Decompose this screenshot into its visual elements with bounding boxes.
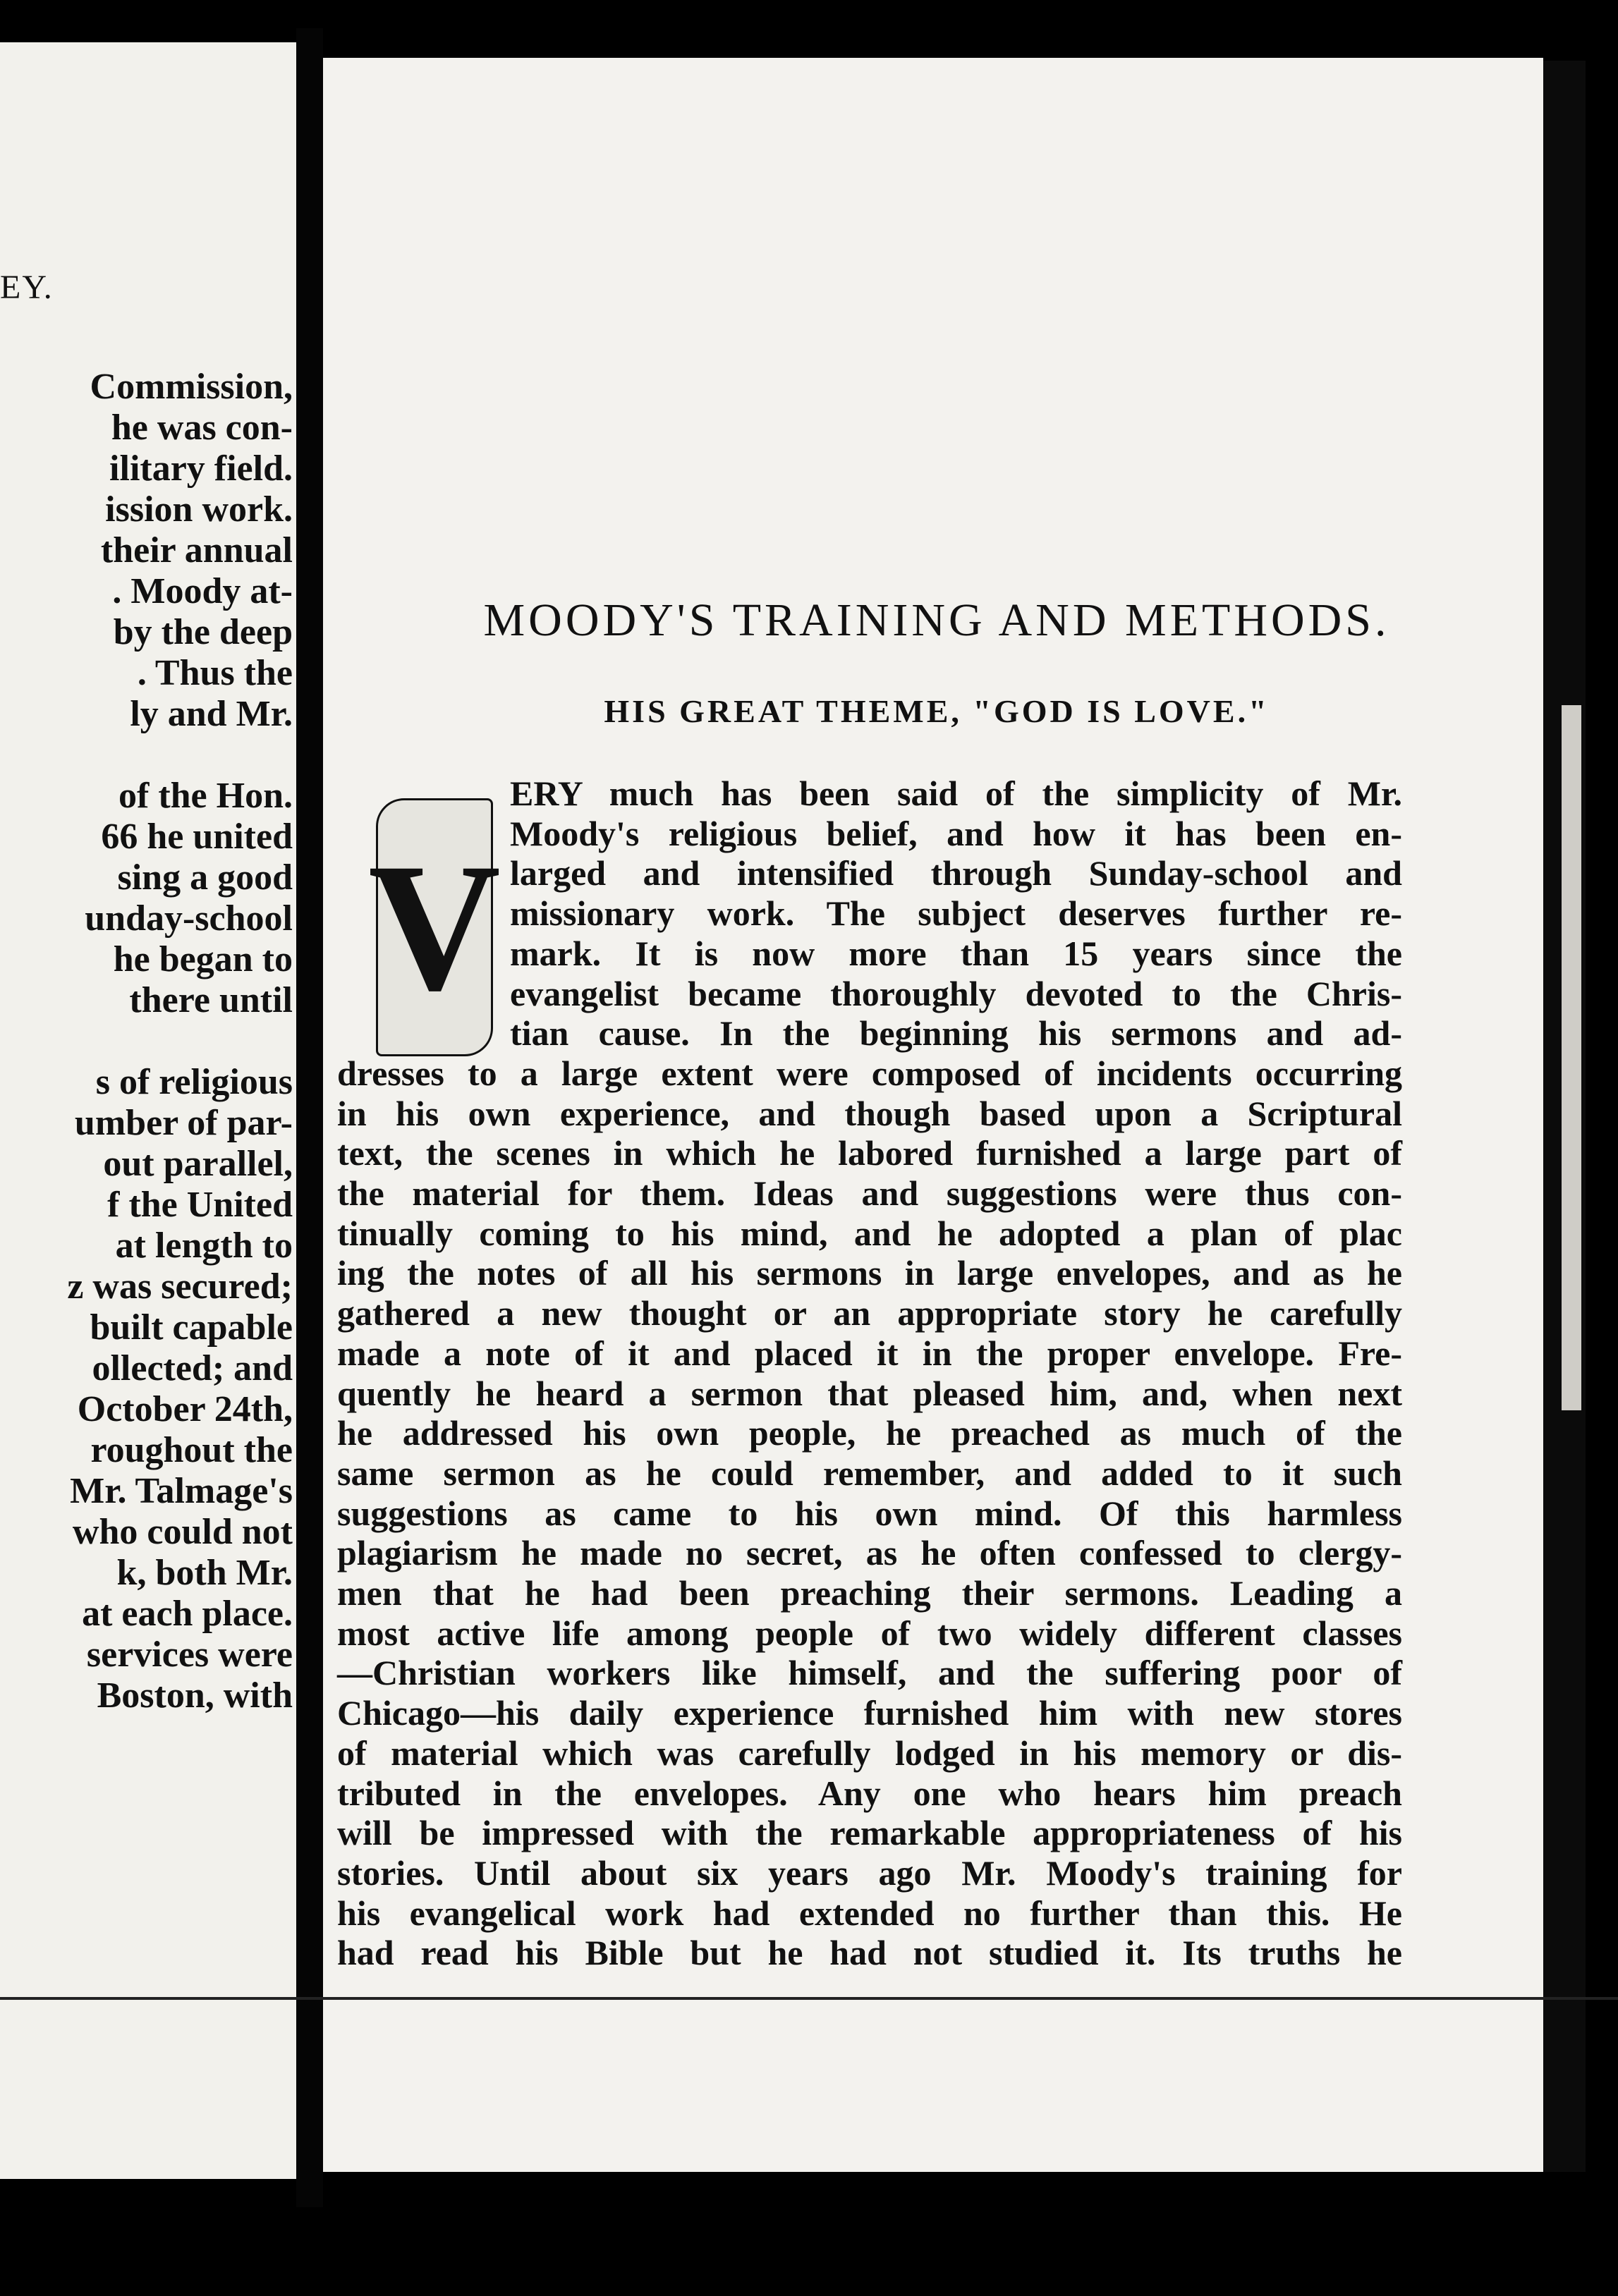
- left-page-line: Boston, with: [97, 1675, 293, 1716]
- left-page-line: [0, 1021, 293, 1062]
- body-line: will be impressed with the remarkable appropriateness of his: [337, 1813, 1402, 1853]
- left-page-line: ly and Mr.: [130, 694, 293, 734]
- left-page-line: umber of par-: [74, 1103, 293, 1143]
- chapter-body: [337, 774, 1402, 1973]
- right-page: [323, 58, 1543, 2172]
- left-page-line: ollected; and: [92, 1348, 293, 1388]
- left-page-line: f the United: [107, 1185, 293, 1225]
- body-line: dresses to a large extent were composed of incidents occurring: [337, 1053, 1402, 1093]
- left-page-line: of the Hon.: [118, 776, 293, 816]
- left-page-line: z was secured;: [67, 1266, 293, 1307]
- left-page-line: their annual: [100, 530, 293, 570]
- body-line: suggestions as came to his own mind. Of this harmless: [337, 1493, 1402, 1533]
- left-page-line: out parallel,: [103, 1144, 293, 1184]
- left-page-line: [0, 735, 293, 776]
- body-line: mark. It is now more than 15 years since the: [510, 933, 1402, 973]
- body-line: missionary work. The subject deserves further re-: [510, 893, 1402, 934]
- left-page-line: at each place.: [82, 1594, 293, 1634]
- left-page-line: sing a good: [117, 857, 293, 898]
- book-gutter: [296, 28, 323, 2207]
- left-page-line: ission work.: [105, 489, 293, 530]
- left-page-line: who could not: [72, 1512, 293, 1552]
- left-page-line: Commission,: [90, 367, 293, 407]
- page-edge-tab: [1562, 705, 1581, 1410]
- body-line: his evangelical work had extended no further than this. He: [337, 1893, 1402, 1933]
- body-line: text, the scenes in which he labored furnished a large part of: [337, 1133, 1402, 1173]
- left-page-line: k, both Mr.: [116, 1553, 293, 1593]
- left-page-line: roughout the: [90, 1430, 293, 1470]
- left-page-line: unday-school: [85, 898, 293, 939]
- left-page-line: 66 he united: [101, 817, 293, 857]
- body-line: —Christian workers like himself, and the suffering poor of: [337, 1653, 1402, 1693]
- body-line: tinually coming to his mind, and he adopted a plan of plac: [337, 1213, 1402, 1253]
- left-page-line: . Thus the: [137, 653, 293, 693]
- left-page-line: at length to: [115, 1226, 293, 1266]
- body-line: had read his Bible but he had not studied it. Its truths he: [337, 1933, 1402, 1973]
- chapter-title: MOODY'S TRAINING AND METHODS.: [483, 594, 1390, 646]
- body-line: ERY much has been said of the simplicity of Mr.: [510, 774, 1402, 813]
- left-page-line: ilitary field.: [109, 448, 293, 489]
- left-page-header: EY.: [0, 269, 54, 306]
- left-page-line: October 24th,: [77, 1389, 293, 1429]
- left-page-line: he was con-: [111, 408, 293, 448]
- body-line: stories. Until about six years ago Mr. Moody's training for: [337, 1852, 1402, 1893]
- body-line: tian cause. In the beginning his sermons and ad-: [510, 1013, 1402, 1054]
- body-line: quently he heard a sermon that pleased him, and, when next: [337, 1373, 1402, 1413]
- ornate-drop-cap: V: [376, 798, 493, 1056]
- left-page-line: . Moody at-: [112, 571, 293, 611]
- body-line: Chicago—his daily experience furnished him with new stores: [337, 1693, 1402, 1733]
- left-page-line: s of religious: [95, 1062, 293, 1102]
- body-line: tributed in the envelopes. Any one who hears him preach: [337, 1773, 1402, 1813]
- body-line: most active life among people of two widely different classes: [337, 1613, 1402, 1653]
- body-line: made a note of it and placed it in the proper envelope. Fre-: [337, 1333, 1402, 1373]
- chapter-subtitle: HIS GREAT THEME, "GOD IS LOVE.": [604, 693, 1270, 729]
- body-line: the material for them. Ideas and suggestions were thus con-: [337, 1173, 1402, 1214]
- left-page-line: he began to: [113, 939, 293, 979]
- left-page: [0, 42, 296, 2179]
- body-line: ing the notes of all his sermons in large envelopes, and as he: [337, 1253, 1402, 1293]
- body-line: Moody's religious belief, and how it has been en-: [510, 813, 1402, 853]
- scan-line-artifact: [0, 1997, 1618, 2000]
- body-line: evangelist became thoroughly devoted to the Chris-: [510, 973, 1402, 1013]
- body-line: of material which was carefully lodged in his memory or dis-: [337, 1733, 1402, 1773]
- body-line: same sermon as he could remember, and added to it such: [337, 1453, 1402, 1493]
- left-page-text: [0, 367, 293, 1716]
- body-line: gathered a new thought or an appropriate story he carefully: [337, 1293, 1402, 1333]
- left-page-line: there until: [129, 980, 293, 1020]
- left-page-line: built capable: [90, 1307, 293, 1348]
- body-line: larged and intensified through Sunday-school and: [510, 853, 1402, 893]
- body-line: men that he had been preaching their sermons. Leading a: [337, 1573, 1402, 1613]
- left-page-line: Mr. Talmage's: [70, 1471, 293, 1511]
- body-line: he addressed his own people, he preached as much of the: [337, 1413, 1402, 1453]
- body-line: in his own experience, and though based upon a Scriptural: [337, 1093, 1402, 1133]
- body-line: plagiarism he made no secret, as he often confessed to clergy-: [337, 1533, 1402, 1573]
- left-page-line: services were: [86, 1635, 293, 1675]
- left-page-line: by the deep: [113, 612, 293, 652]
